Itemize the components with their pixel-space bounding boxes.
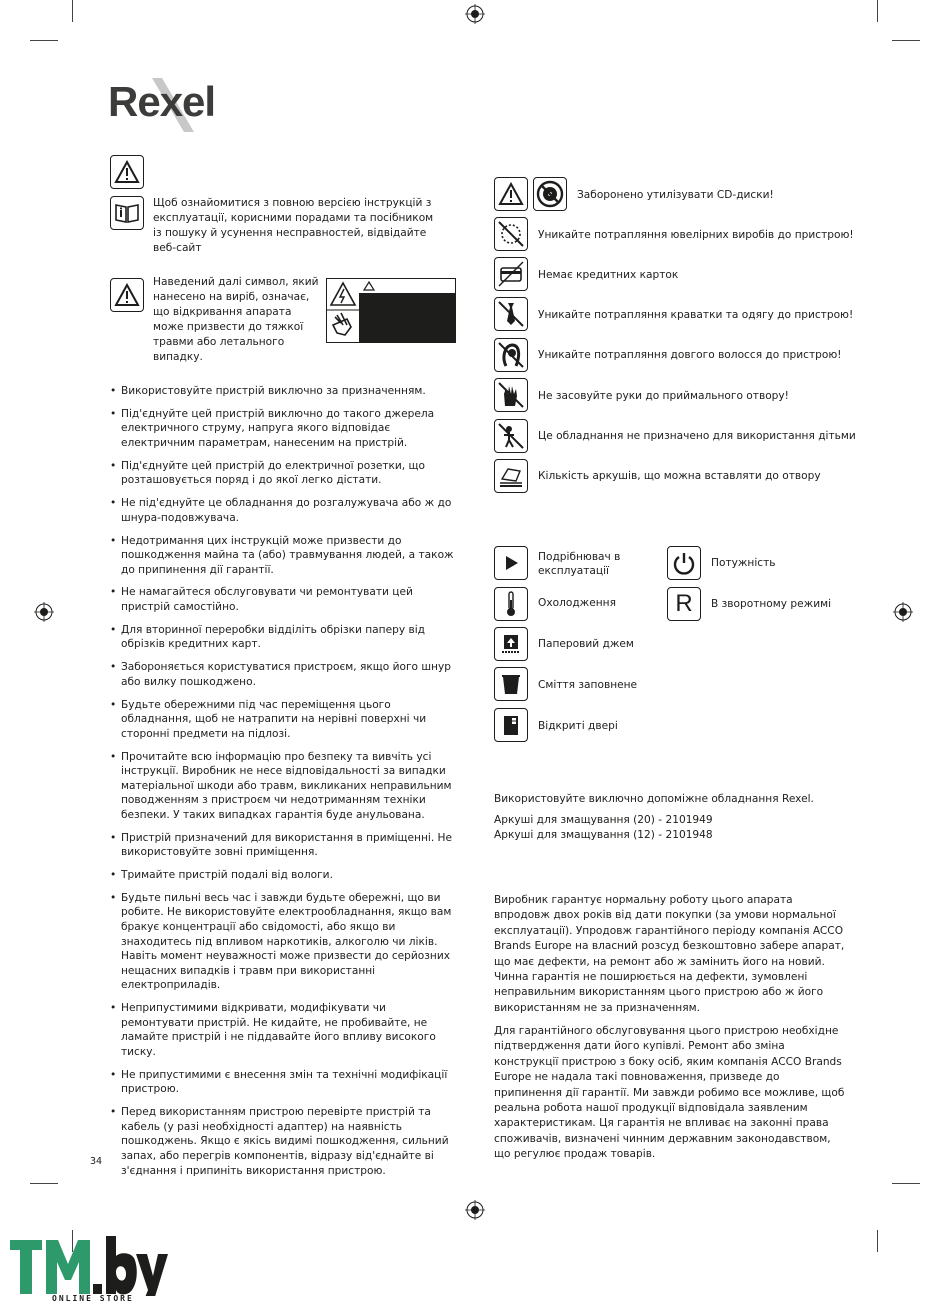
safety-list (110, 384, 456, 1186)
list-item: • Пристрій призначений для використання в приміщенні. Не використовуйте зовні приміщення. (110, 831, 456, 860)
warning-text: Кількість аркушів, що можна вставляти до отвору (538, 470, 821, 482)
no-credit-card-icon (494, 257, 528, 291)
bin-full-icon (494, 667, 528, 701)
shock-hazard-label (326, 278, 456, 343)
brand-name: Rexel (108, 78, 216, 125)
accessory-item: Аркуші для змащування (20) - 2101949 (494, 814, 713, 826)
paper-jam-icon (494, 627, 528, 661)
no-jewelry-icon (494, 217, 528, 251)
no-cd-icon (533, 177, 567, 211)
warning-icon (494, 177, 528, 211)
registration-mark-icon (893, 602, 913, 622)
warning-text: Немає кредитних карток (538, 269, 679, 281)
tm-by-watermark (8, 1236, 168, 1306)
warning-text: Уникайте потрапляння довгого волосся до пристрою! (538, 349, 842, 361)
status-text: Потужність (711, 557, 776, 569)
page-number: 34 (90, 1156, 103, 1167)
reverse-r-icon: R (667, 587, 701, 621)
warning-text: Уникайте потрапляння ювелірних виробів до пристрою! (538, 229, 854, 241)
shock-hazard-label-icons (327, 279, 360, 342)
status-text: Сміття заповнене (538, 679, 638, 691)
list-item: • Неприпустимими відкривати, модифікувати чи ремонтувати пристрій. Не кидайте, не пробивайте, не ламайте пристрій і не піддавайте його впливу високого тиску. (110, 1001, 456, 1059)
warning-icon (110, 155, 144, 189)
registration-mark-icon (34, 602, 54, 622)
status-text: Відкриті двері (538, 720, 618, 732)
warranty-paragraph: Для гарантійного обслуговування цього пристрою необхідне підтвердження дати його купівлі. Ремонт або зміна конструкції пристрою з боку осіб, яким компанія ACCO Brands Europe не надала такі повноваження, призведе до припинення дії гарантії. Ми завжди робимо все можливе, щоб реальна робота нашої продукції відповідала заявленим характеристикам. Ця гарантія не впливає на законні права споживачів, визначені чинним державним законодавством, що регулює продаж товарів. (494, 1025, 845, 1161)
list-item: • Для вторинної переробки відділіть обрізки паперу від обрізків кредитних карт. (110, 623, 456, 652)
accessories-intro: Використовуйте виключно допоміжне обладнання Rexel. (494, 793, 814, 805)
sheet-capacity-icon (494, 459, 528, 493)
status-text: Охолодження (538, 597, 616, 609)
symbol-warning-text: Наведений далі символ, який нанесено на виріб, означає, що відкривання апарата може призвести до тяжкої травми або летального випадку. (153, 276, 319, 364)
crop-mark (892, 40, 920, 41)
list-item: • Використовуйте пристрій виключно за призначенням. (110, 384, 456, 399)
play-icon (494, 546, 528, 580)
no-hands-icon (494, 378, 528, 412)
list-item: • Тримайте пристрій подалі від вологи. (110, 868, 456, 883)
power-icon (667, 546, 701, 580)
warning-text: Уникайте потрапляння краватки та одягу до пристрою! (538, 309, 854, 321)
warning-text: Не засовуйте руки до приймального отвору! (538, 390, 789, 402)
list-item: • Будьте обережними під час переміщення цього обладнання, щоб не натрапити на нерівні поверхні чи сторонні предмети на підлозі. (110, 698, 456, 742)
manual-intro-text: Щоб ознайомитися з повною версією інструкцій з експлуатації, корисними порадами та посібником із пошуку й усунення несправностей, відвідайте веб-сайт (153, 197, 434, 255)
crop-mark (877, 0, 878, 22)
status-text: Подрібнювач в експлуатації (538, 551, 621, 577)
warning-icon (363, 281, 375, 291)
warning-icon (110, 278, 144, 312)
list-item: • Не припустимими є внесення змін та технічні модифікації пристрою. (110, 1068, 456, 1097)
list-item: • Забороняється користуватися пристроєм, якщо його шнур або вилку пошкоджено. (110, 660, 456, 689)
status-text: Паперовий джем (538, 638, 634, 650)
list-item: • Під'єднуйте цей пристрій до електричної розетки, що розташовується поряд і до якої легко дістати. (110, 459, 456, 488)
rexel-logo (108, 72, 248, 136)
list-item: • Не намагайтеся обслуговувати чи ремонтувати цей пристрій самостійно. (110, 585, 456, 614)
crop-mark (72, 0, 73, 22)
no-tie-icon (494, 297, 528, 331)
list-item: • Недотримання цих інструкцій може призвести до пошкодження майна та (або) травмування людей, а також до припинення дії гарантії. (110, 534, 456, 578)
list-item: • Під'єднуйте цей пристрій виключно до такого джерела електричного струму, напруга якого відповідає електричним параметрам, нанесеним на пристрій. (110, 407, 456, 451)
warning-text: Це обладнання не призначено для використання дітьми (538, 430, 856, 442)
warranty-paragraph: Виробник гарантує нормальну роботу цього апарата впродовж двох років від дати покупки (за умови нормальної експлуатації). Упродовж гарантійного періоду компанія ACCO Brands Europe на власний розсуд безкоштовно забере апарат, що має дефекти, на ремонт або ж замінить його на новий. Чинна гарантія не поширюється на дефекти, зумовлені неправильним використанням цього пристрою або ж його використанням не за призначенням. (494, 894, 845, 1014)
registration-mark-icon (465, 1200, 485, 1220)
status-text: В зворотному режимі (711, 598, 832, 610)
crop-mark (892, 1183, 920, 1184)
registration-mark-icon (465, 4, 485, 24)
thermometer-icon (494, 587, 528, 621)
warning-text: Заборонено утилізувати CD-диски! (577, 189, 774, 201)
label-black-panel (359, 293, 455, 342)
list-item: • Не під'єднуйте це обладнання до розгалужувача або ж до шнура-подовжувача. (110, 496, 456, 525)
crop-mark (30, 1183, 58, 1184)
no-long-hair-icon (494, 338, 528, 372)
crop-mark (877, 1230, 878, 1252)
no-children-icon (494, 419, 528, 453)
list-item: • Прочитайте всю інформацію про безпеку та вивчіть усі інструкції. Виробник не несе відповідальності за випадки матеріальної шкоди або травм, викликаних неправильним поводженням з пристроєм чи недотриманням техніки безпеки. У таких випадках гарантія буде анульована. (110, 750, 456, 823)
list-item: • Будьте пильні весь час і завжди будьте обережні, що ви робите. Не використовуйте електрообладнання, якщо вам бракує концентрації або свідомості, або якщо ви знаходитесь під впливом наркотиків, алкоголю чи ліків. Навіть момент неуважності може призвести до серйозних нещасних випадків і травм при використанні електроприладів. (110, 891, 456, 993)
manual-icon (110, 196, 144, 230)
accessory-item: Аркуші для змащування (12) - 2101948 (494, 829, 713, 841)
watermark-subtitle: ONLINE STORE (52, 1294, 134, 1303)
crop-mark (30, 40, 58, 41)
door-open-icon (494, 708, 528, 742)
list-item: • Перед використанням пристрою перевірте пристрій та кабель (у разі необхідності адаптер) на наявність пошкоджень. Якщо є якісь видимі пошкодження, сильний запах, або перегрів компонентів, відразу від'єднайте ві з'єднання і припиніть використання пристрою. (110, 1105, 456, 1178)
